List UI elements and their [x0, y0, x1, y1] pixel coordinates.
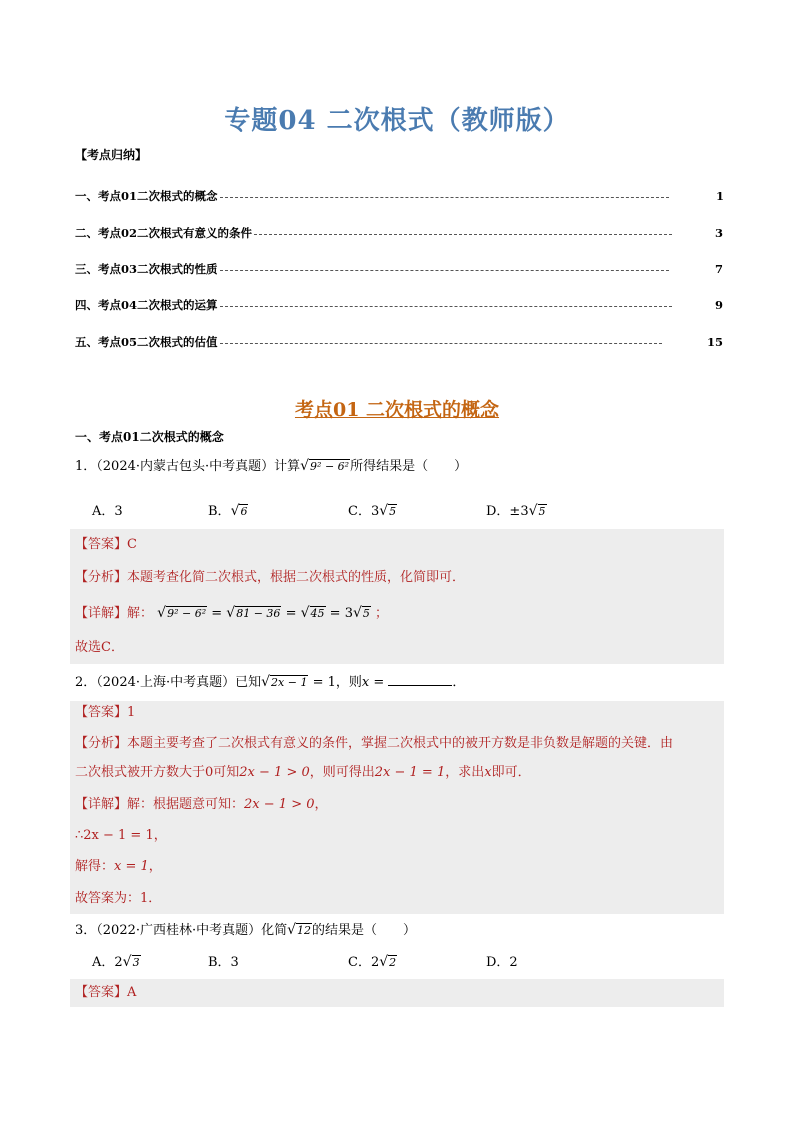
- toc-item[interactable]: [75, 188, 725, 204]
- toc-item-page: 3: [715, 226, 724, 240]
- option-d[interactable]: D．2: [486, 955, 518, 970]
- toc-item[interactable]: [75, 334, 724, 350]
- option-d[interactable]: D．±3√5: [486, 503, 546, 519]
- answer-value: A: [127, 985, 137, 1000]
- option-a[interactable]: A．2√3: [92, 954, 140, 970]
- toc-item[interactable]: [75, 261, 724, 277]
- detail-line-2: ∴2x − 1 = 1，: [75, 828, 167, 843]
- toc-item-page: 7: [715, 262, 724, 276]
- analysis-line: 【分析】本题考查化简二次根式，根据二次根式的性质，化简即可．: [75, 570, 466, 585]
- answer-value: 1: [127, 705, 136, 720]
- answer-blank[interactable]: [388, 674, 452, 686]
- toc-item-label: 二、考点02二次根式有意义的条件: [75, 226, 253, 240]
- analysis-line-2: 二次根式被开方数大于0可知2x − 1 > 0，则可得出2x − 1 = 1，求出x即可．: [75, 765, 531, 780]
- toc-leader: [254, 234, 672, 235]
- conclusion-line: 故选C．: [75, 640, 124, 655]
- toc-item-label: 一、考点01二次根式的概念: [75, 189, 218, 203]
- answer-line: 【答案】1: [75, 705, 136, 720]
- sqrt-expression: √9² − 6²: [300, 458, 350, 474]
- answer-line: 【答案】C: [75, 537, 137, 552]
- answer-block: [70, 979, 724, 1007]
- toc-leader: [220, 270, 669, 271]
- option-a[interactable]: A．3: [92, 504, 123, 519]
- toc-leader: [220, 306, 672, 307]
- toc-leader: [220, 197, 669, 198]
- detail-line: 【详解】解： √9² − 6² = √81 − 36 = √45 = 3√5 ；: [75, 605, 389, 621]
- question-2: 2．（2024·上海·中考真题）已知√2x − 1 = 1，则x = ．: [75, 674, 466, 690]
- option-c[interactable]: C．3√5: [348, 503, 397, 519]
- toc-item-page: 1: [716, 189, 725, 203]
- answer-block: [70, 529, 724, 664]
- toc-item[interactable]: [75, 225, 724, 241]
- toc-item-page: 9: [715, 298, 724, 312]
- section-subheading: 一、考点01二次根式的概念: [75, 430, 224, 444]
- question-3: 3．（2022·广西桂林·中考真题）化简√12的结果是（ ）: [75, 922, 417, 938]
- option-b[interactable]: B．√6: [208, 503, 248, 519]
- analysis-line: 【分析】本题主要考查了二次根式有意义的条件，掌握二次根式中的被开方数是非负数是解题的关键．由: [75, 736, 674, 751]
- toc-heading: 【考点归纳】: [75, 148, 148, 162]
- toc-item-label: 三、考点03二次根式的性质: [75, 262, 218, 276]
- toc-item-page: 15: [707, 335, 724, 349]
- option-c[interactable]: C．2√2: [348, 954, 397, 970]
- detail-line: 【详解】解：根据题意可知：2x − 1 > 0，: [75, 797, 328, 812]
- toc-item-label: 四、考点04二次根式的运算: [75, 298, 218, 312]
- document-title: 专题04 二次根式（教师版）: [224, 106, 570, 136]
- option-b[interactable]: B．3: [208, 955, 239, 970]
- toc-item[interactable]: [75, 297, 724, 313]
- question-1: 1．（2024·内蒙古包头·中考真题）计算√9² − 6²所得结果是（ ）: [75, 456, 467, 477]
- section-title: 考点01 二次根式的概念: [294, 399, 500, 421]
- answer-line: 【答案】A: [75, 985, 137, 1000]
- toc-leader: [220, 343, 662, 344]
- toc-item-label: 五、考点05二次根式的估值: [75, 335, 218, 349]
- conclusion-line: 故答案为：1．: [75, 891, 162, 906]
- answer-value: C: [127, 537, 137, 552]
- detail-line-3: 解得：x = 1，: [75, 859, 162, 874]
